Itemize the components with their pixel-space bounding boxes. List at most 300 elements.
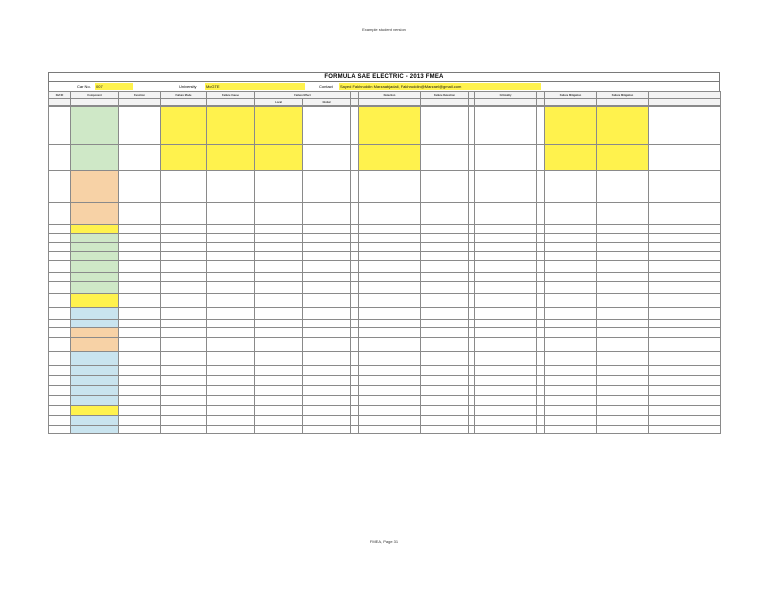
table-cell	[207, 294, 255, 308]
table-cell	[359, 273, 421, 282]
table-cell	[545, 406, 597, 416]
table-cell	[351, 145, 359, 171]
table-cell	[351, 406, 359, 416]
table-cell	[49, 406, 71, 416]
table-cell	[303, 225, 351, 234]
table-cell	[49, 171, 71, 203]
table-cell	[351, 203, 359, 225]
table-cell	[255, 328, 303, 338]
table-cell	[207, 308, 255, 320]
table-cell	[255, 386, 303, 396]
table-cell	[161, 171, 207, 203]
table-cell	[351, 366, 359, 376]
table-row	[49, 282, 721, 294]
table-cell	[545, 294, 597, 308]
table-cell	[545, 234, 597, 243]
table-cell	[359, 252, 421, 261]
table-cell	[649, 171, 721, 203]
table-cell	[421, 376, 469, 386]
table-cell	[161, 396, 207, 406]
col-header: Failure Mode	[161, 92, 207, 99]
table-cell	[649, 386, 721, 396]
table-cell	[303, 376, 351, 386]
table-cell	[207, 426, 255, 434]
table-cell	[71, 426, 119, 434]
table-cell	[161, 352, 207, 366]
table-cell	[597, 366, 649, 376]
table-cell	[255, 426, 303, 434]
col-header: Detection	[359, 92, 421, 99]
table-cell	[351, 386, 359, 396]
table-row	[49, 225, 721, 234]
table-cell	[649, 426, 721, 434]
table-cell	[597, 203, 649, 225]
table-cell	[71, 203, 119, 225]
table-cell	[119, 320, 161, 328]
table-cell	[119, 252, 161, 261]
fmea-table	[48, 91, 721, 106]
table-cell	[119, 282, 161, 294]
table-cell	[71, 396, 119, 406]
table-cell	[537, 352, 545, 366]
table-cell	[161, 145, 207, 171]
table-cell	[475, 225, 537, 234]
table-row	[49, 308, 721, 320]
table-cell	[475, 203, 537, 225]
table-cell	[49, 426, 71, 434]
table-cell	[161, 225, 207, 234]
table-cell	[545, 338, 597, 352]
page-footer: FMEA, Page 31	[369, 539, 399, 544]
info-row	[48, 81, 720, 91]
table-cell	[421, 338, 469, 352]
table-row	[49, 320, 721, 328]
table-cell	[255, 145, 303, 171]
table-cell	[351, 320, 359, 328]
table-cell	[351, 426, 359, 434]
table-cell	[255, 416, 303, 426]
table-row	[49, 203, 721, 225]
table-cell	[303, 261, 351, 273]
table-cell	[597, 145, 649, 171]
table-cell	[71, 252, 119, 261]
table-cell	[649, 107, 721, 145]
table-cell	[649, 320, 721, 328]
table-cell	[49, 308, 71, 320]
table-cell	[255, 261, 303, 273]
table-row	[49, 376, 721, 386]
table-cell	[303, 386, 351, 396]
table-cell	[537, 376, 545, 386]
table-cell	[597, 396, 649, 406]
table-cell	[359, 294, 421, 308]
table-cell	[537, 203, 545, 225]
table-row	[49, 366, 721, 376]
table-row	[49, 252, 721, 261]
table-row	[49, 145, 721, 171]
table-cell	[537, 171, 545, 203]
table-cell	[597, 338, 649, 352]
table-cell	[545, 396, 597, 406]
table-row	[49, 426, 721, 434]
table-cell	[475, 243, 537, 252]
table-cell	[597, 320, 649, 328]
table-cell	[161, 107, 207, 145]
table-cell	[537, 406, 545, 416]
contact-value: Sayed Fakhruddin Marzaabjadali, Fakhruddin@Marzael@gmail.com	[339, 83, 541, 90]
table-cell	[537, 243, 545, 252]
table-cell	[255, 282, 303, 294]
university-label: University	[179, 84, 197, 89]
table-cell	[359, 352, 421, 366]
table-cell	[359, 203, 421, 225]
table-cell	[537, 234, 545, 243]
table-cell	[303, 320, 351, 328]
table-cell	[351, 282, 359, 294]
table-cell	[475, 338, 537, 352]
table-cell	[303, 352, 351, 366]
table-row	[49, 352, 721, 366]
table-cell	[255, 294, 303, 308]
table-cell	[351, 308, 359, 320]
table-cell	[545, 352, 597, 366]
table-cell	[597, 273, 649, 282]
table-cell	[421, 261, 469, 273]
table-cell	[421, 294, 469, 308]
table-cell	[537, 386, 545, 396]
table-cell	[475, 386, 537, 396]
table-cell	[649, 308, 721, 320]
table-cell	[351, 243, 359, 252]
table-cell	[207, 386, 255, 396]
table-cell	[49, 225, 71, 234]
table-cell	[351, 234, 359, 243]
table-cell	[545, 243, 597, 252]
table-cell	[475, 426, 537, 434]
table-cell	[537, 308, 545, 320]
table-cell	[49, 234, 71, 243]
table-cell	[255, 234, 303, 243]
table-cell	[71, 243, 119, 252]
sub-header-row	[49, 99, 721, 106]
table-cell	[649, 338, 721, 352]
col-header: Failure Cause	[207, 92, 255, 99]
table-cell	[545, 320, 597, 328]
table-cell	[537, 396, 545, 406]
table-cell	[161, 234, 207, 243]
col-header: Component	[71, 92, 119, 99]
table-cell	[255, 338, 303, 352]
table-cell	[207, 243, 255, 252]
table-cell	[207, 145, 255, 171]
col-header	[649, 92, 721, 99]
table-cell	[359, 261, 421, 273]
table-cell	[161, 328, 207, 338]
table-row	[49, 396, 721, 406]
table-cell	[475, 406, 537, 416]
table-cell	[359, 376, 421, 386]
table-cell	[597, 308, 649, 320]
table-cell	[545, 366, 597, 376]
table-cell	[119, 396, 161, 406]
table-cell	[207, 338, 255, 352]
table-cell	[161, 294, 207, 308]
table-cell	[545, 416, 597, 426]
table-cell	[421, 273, 469, 282]
table-cell	[207, 234, 255, 243]
table-cell	[475, 294, 537, 308]
university-value: McGTE	[205, 83, 305, 90]
table-cell	[351, 396, 359, 406]
table-cell	[71, 376, 119, 386]
table-cell	[475, 320, 537, 328]
table-cell	[303, 243, 351, 252]
table-cell	[649, 366, 721, 376]
table-cell	[207, 107, 255, 145]
table-cell	[255, 243, 303, 252]
table-cell	[161, 366, 207, 376]
table-cell	[161, 406, 207, 416]
table-cell	[49, 273, 71, 282]
table-cell	[119, 416, 161, 426]
table-cell	[161, 282, 207, 294]
table-cell	[475, 396, 537, 406]
table-cell	[421, 145, 469, 171]
table-cell	[119, 338, 161, 352]
col-header: Function	[119, 92, 161, 99]
car-no-value: 007	[95, 83, 133, 90]
table-cell	[255, 171, 303, 203]
table-cell	[119, 234, 161, 243]
table-cell	[597, 352, 649, 366]
table-cell	[597, 171, 649, 203]
table-cell	[49, 107, 71, 145]
table-cell	[255, 225, 303, 234]
table-cell	[71, 234, 119, 243]
table-cell	[207, 171, 255, 203]
table-cell	[303, 294, 351, 308]
table-cell	[597, 294, 649, 308]
table-cell	[49, 396, 71, 406]
table-cell	[359, 416, 421, 426]
table-cell	[545, 252, 597, 261]
table-cell	[597, 282, 649, 294]
table-cell	[421, 426, 469, 434]
table-cell	[475, 376, 537, 386]
table-cell	[71, 338, 119, 352]
table-cell	[475, 282, 537, 294]
table-cell	[255, 376, 303, 386]
table-cell	[475, 273, 537, 282]
table-cell	[545, 171, 597, 203]
table-cell	[545, 426, 597, 434]
table-cell	[545, 328, 597, 338]
table-cell	[351, 338, 359, 352]
table-cell	[475, 416, 537, 426]
table-cell	[537, 225, 545, 234]
table-row	[49, 406, 721, 416]
car-no-label: Car No.	[77, 84, 91, 89]
table-cell	[49, 145, 71, 171]
table-cell	[255, 320, 303, 328]
table-cell	[161, 308, 207, 320]
table-cell	[421, 396, 469, 406]
table-cell	[71, 261, 119, 273]
table-cell	[49, 386, 71, 396]
table-row	[49, 294, 721, 308]
page-header-caption: Example student version	[362, 27, 406, 32]
table-cell	[537, 366, 545, 376]
table-cell	[359, 282, 421, 294]
column-header-row	[49, 92, 721, 99]
table-cell	[597, 406, 649, 416]
table-cell	[421, 107, 469, 145]
table-cell	[649, 203, 721, 225]
table-cell	[71, 416, 119, 426]
table-row	[49, 386, 721, 396]
table-cell	[303, 145, 351, 171]
contact-label: Contact	[319, 84, 333, 89]
table-row	[49, 328, 721, 338]
table-cell	[597, 225, 649, 234]
table-cell	[161, 203, 207, 225]
table-cell	[545, 308, 597, 320]
table-cell	[255, 252, 303, 261]
table-cell	[161, 252, 207, 261]
table-cell	[119, 273, 161, 282]
table-cell	[119, 203, 161, 225]
table-cell	[545, 376, 597, 386]
table-cell	[119, 261, 161, 273]
table-cell	[537, 416, 545, 426]
table-cell	[207, 320, 255, 328]
table-cell	[649, 282, 721, 294]
table-row	[49, 261, 721, 273]
table-cell	[119, 308, 161, 320]
table-cell	[421, 406, 469, 416]
table-row	[49, 234, 721, 243]
table-cell	[303, 366, 351, 376]
table-cell	[71, 225, 119, 234]
table-cell	[161, 416, 207, 426]
table-cell	[49, 416, 71, 426]
sheet-title: FORMULA SAE ELECTRIC - 2013 FMEA	[48, 72, 720, 81]
table-cell	[421, 243, 469, 252]
table-cell	[649, 416, 721, 426]
table-cell	[161, 273, 207, 282]
table-cell	[421, 320, 469, 328]
table-cell	[649, 145, 721, 171]
table-cell	[49, 338, 71, 352]
table-cell	[303, 308, 351, 320]
table-cell	[475, 171, 537, 203]
table-cell	[649, 273, 721, 282]
table-cell	[475, 252, 537, 261]
table-cell	[303, 203, 351, 225]
table-cell	[303, 426, 351, 434]
table-cell	[649, 252, 721, 261]
col-header: Failure Mitigation	[545, 92, 597, 99]
table-cell	[649, 352, 721, 366]
table-cell	[359, 225, 421, 234]
table-cell	[207, 366, 255, 376]
table-cell	[119, 366, 161, 376]
table-cell	[49, 252, 71, 261]
table-cell	[119, 328, 161, 338]
table-row	[49, 416, 721, 426]
sub-col-header: Global	[303, 99, 351, 106]
table-cell	[71, 308, 119, 320]
table-cell	[545, 225, 597, 234]
table-cell	[537, 338, 545, 352]
table-cell	[351, 107, 359, 145]
table-cell	[351, 225, 359, 234]
table-cell	[649, 396, 721, 406]
table-cell	[49, 203, 71, 225]
table-cell	[71, 352, 119, 366]
table-cell	[303, 273, 351, 282]
table-cell	[351, 171, 359, 203]
col-header: Failure Detection	[421, 92, 469, 99]
table-cell	[537, 294, 545, 308]
table-cell	[161, 320, 207, 328]
table-cell	[649, 243, 721, 252]
table-cell	[119, 145, 161, 171]
table-cell	[545, 386, 597, 396]
col-header	[351, 92, 359, 99]
table-cell	[49, 352, 71, 366]
table-cell	[649, 376, 721, 386]
table-cell	[537, 261, 545, 273]
table-cell	[649, 261, 721, 273]
table-cell	[351, 294, 359, 308]
table-cell	[303, 338, 351, 352]
table-cell	[351, 328, 359, 338]
table-cell	[359, 107, 421, 145]
table-cell	[119, 376, 161, 386]
table-cell	[421, 234, 469, 243]
table-cell	[421, 282, 469, 294]
table-cell	[359, 366, 421, 376]
table-cell	[421, 352, 469, 366]
col-header: Criticality	[475, 92, 537, 99]
table-cell	[359, 234, 421, 243]
table-cell	[49, 243, 71, 252]
table-cell	[303, 171, 351, 203]
table-cell	[597, 234, 649, 243]
table-cell	[119, 107, 161, 145]
table-cell	[119, 294, 161, 308]
table-cell	[71, 328, 119, 338]
table-cell	[207, 261, 255, 273]
table-cell	[119, 426, 161, 434]
table-cell	[207, 203, 255, 225]
table-cell	[303, 416, 351, 426]
table-cell	[537, 320, 545, 328]
table-cell	[255, 366, 303, 376]
table-cell	[475, 308, 537, 320]
table-cell	[71, 294, 119, 308]
table-cell	[207, 328, 255, 338]
table-cell	[597, 243, 649, 252]
table-cell	[49, 282, 71, 294]
table-cell	[119, 386, 161, 396]
table-cell	[71, 273, 119, 282]
table-cell	[475, 145, 537, 171]
table-cell	[71, 366, 119, 376]
table-cell	[649, 406, 721, 416]
table-cell	[359, 328, 421, 338]
